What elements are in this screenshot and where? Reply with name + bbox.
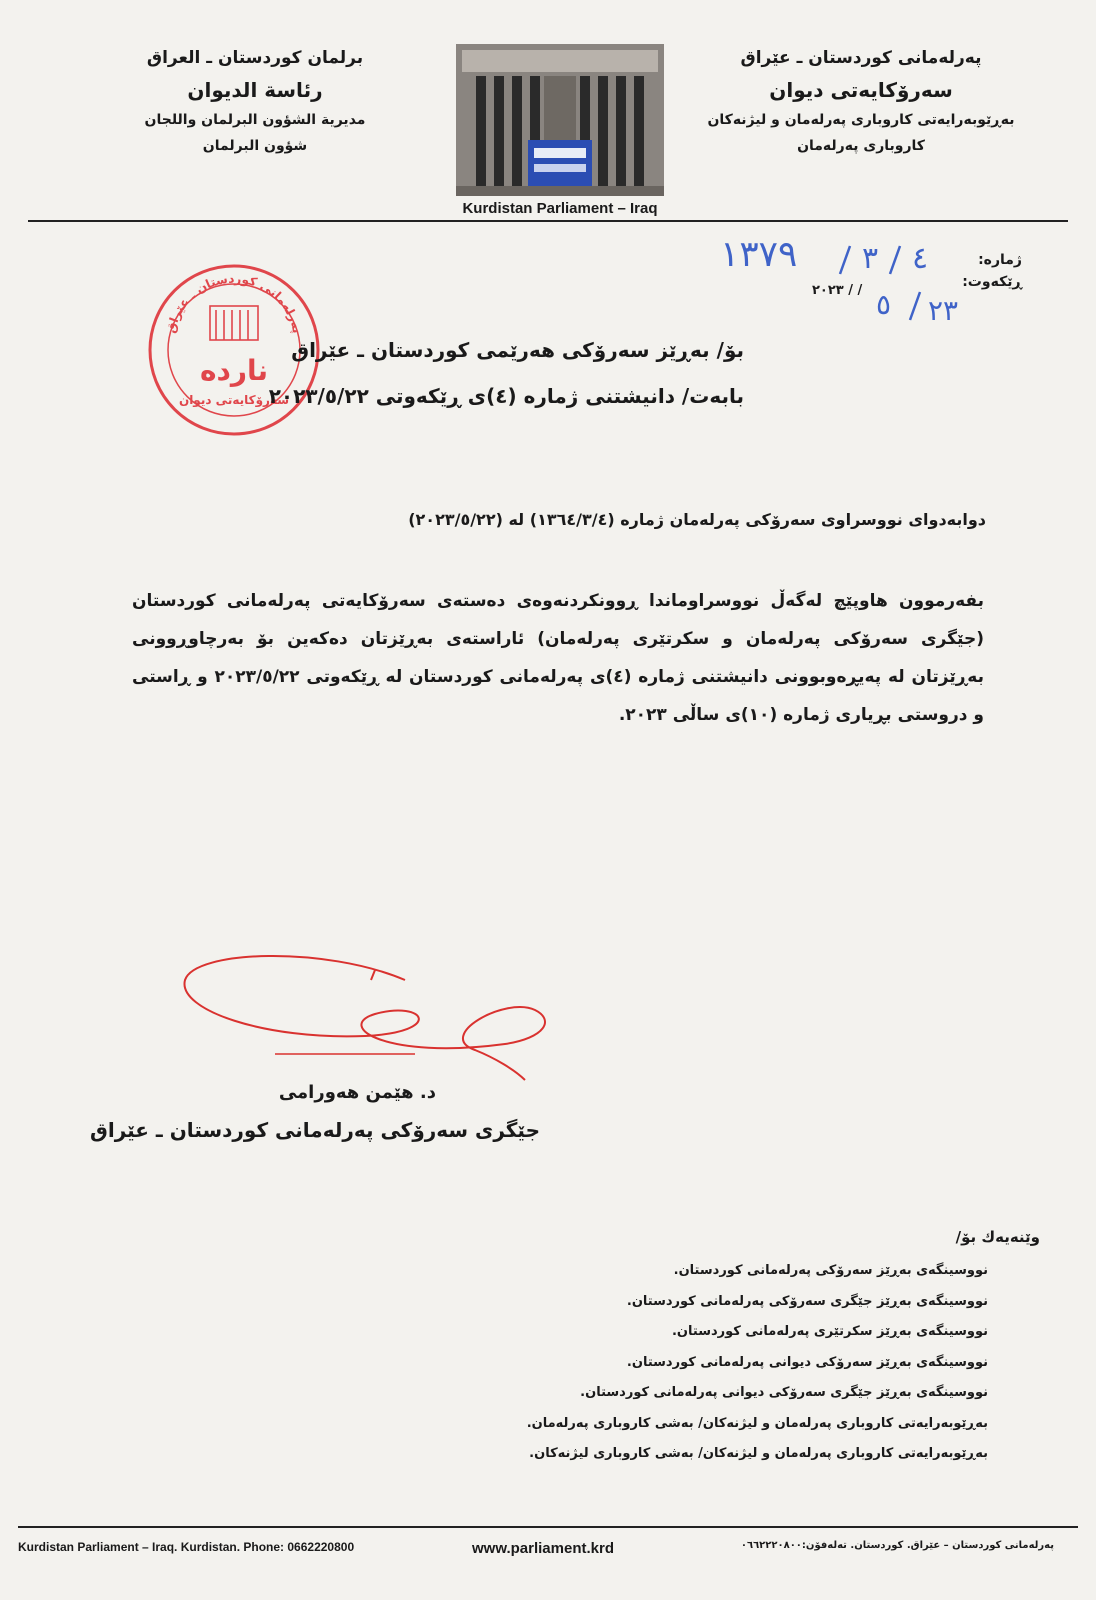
stamp-ring-text: پەرلەمانی کوردستان ـ عێراق <box>163 271 305 335</box>
reference-number-label: ژمارە: <box>978 252 1022 268</box>
cc-item: نووسینگەی بەڕێز سەرۆکی پەرلەمانی کوردستان. <box>673 1263 988 1278</box>
header-kurdish-line-1: پەرلەمانی کوردستان ـ عێراق <box>740 48 982 68</box>
cc-item: نووسینگەی بەڕێز سەرۆکی دیوانی پەرلەمانی کوردستان. <box>626 1354 988 1370</box>
reference-number-value: ١٣٧٩ <box>720 234 798 275</box>
footer-website: www.parliament.krd <box>472 1540 614 1557</box>
cc-heading: وێنەیەك بۆ/ <box>955 1228 1040 1246</box>
letter-reference-line: دوابەدوای نووسراوی سەرۆکی پەرلەمان ژمارە (١٣٦٤/٣/٤) لە (٢٠٢٣/٥/٢٢) <box>408 510 986 529</box>
signatory-name: د. هێمن هەورامی <box>278 1082 436 1103</box>
header-arabic-line-2: رئاسة الديوان <box>187 78 323 102</box>
header-kurdish-line-3: بەڕێوبەرایەتی کاروباری پەرلەمان و لیژنەکان <box>707 112 1015 128</box>
footer-contact-kurdish: پەرلەمانی کوردستان – عێراق. کوردستان. تەلەفۆن:٠٦٦٢٢٢٠٨٠٠ <box>740 1540 1054 1551</box>
cc-item: نووسینگەی بەڕێز سکرتێری پەرلەمانی کوردستان. <box>671 1324 988 1339</box>
stamp-bottom-text: سەرۆکایەتی دیوان <box>178 393 290 407</box>
signatory-title: جێگری سەرۆکی پەرلەمانی کوردستان ـ عێراق <box>89 1118 540 1142</box>
cc-item: نووسینگەی بەڕێز جێگری سەرۆکی دیوانی پەرلەمانی کوردستان. <box>580 1385 988 1400</box>
handwritten-reference <box>700 228 990 338</box>
cc-item: نووسینگەی بەڕێز جێگری سەرۆکی پەرلەمانی کوردستان. <box>626 1293 988 1309</box>
letter-body: بفەرموون هاوپێچ لەگەڵ نووسراوماندا ڕوونکردنەوەی دەستەی سەرۆکایەتی پەرلەمانی کوردستان (جێگری سەرۆکی پەرلەمان و سکرتێری پەرلەمان) ئاراستەی بەڕێزتان دەکەین بۆ بەرچاوڕوونی بەڕێزتان لە پەیڕەوبوونی دانیشتنی ژمارە (٤)ی پەرلەمانی کوردستان لە ڕێکەوتی ٢٠٢٣/٥/٢٢ و ڕاستی و دروستی بڕیاری ژمارە (١٠)ی ساڵی ٢٠٢٣. <box>132 591 984 725</box>
letter-subject: بابەت/ دانیشتنی ژمارە (٤)ی ڕێکەوتی ٢٠٢٣/٥/٢٢ <box>268 384 744 408</box>
header-arabic <box>140 48 370 154</box>
letter-recipient: بۆ/ بەڕێز سەرۆکی هەرێمی کوردستان ـ عێراق <box>291 338 744 362</box>
header-kurdish-line-2: سەرۆکایەتی دیوان <box>769 78 953 102</box>
reference-date-written: ٢٠٢٣ / / <box>812 283 863 298</box>
stamp-building-icon <box>210 306 258 340</box>
header-arabic-line-4: شؤون البرلمان <box>202 138 308 154</box>
cc-list <box>527 1256 988 1470</box>
footer-divider <box>18 1526 1078 1528</box>
header-arabic-line-1: برلمان كوردستان ـ العراق <box>146 48 364 68</box>
reference-date-day: ٤ <box>912 241 929 276</box>
header-kurdish <box>696 48 1026 154</box>
reference-date-hand-bottom-2: ٢٣ <box>928 294 959 327</box>
header-kurdish-line-4: کاروباری پەرلەمان <box>797 138 925 154</box>
cc-item: بەڕێوبەرایەتی کاروباری پەرلەمان و لیژنەکان/ بەشی کاروباری پەرلەمان. <box>526 1415 988 1431</box>
cc-item: بەڕێوبەرایەتی کاروباری پەرلەمان و لیژنەکان/ بەشی کاروباری لیژنەکان. <box>529 1446 988 1461</box>
reference-date-hand-bottom: ٥ <box>876 288 892 321</box>
header-arabic-line-3: مديرية الشؤون البرلمان واللجان <box>144 112 366 128</box>
reference-date-month: ٣ <box>862 241 879 276</box>
stamp-center-word: ناردە <box>199 354 269 387</box>
footer-contact-english: Kurdistan Parliament – Iraq. Kurdistan. Phone: 0662220800 <box>18 1540 355 1554</box>
reference-date-label: ڕێکەوت: <box>962 274 1022 290</box>
handwritten-signature <box>175 940 565 1090</box>
header-divider <box>28 220 1068 222</box>
parliament-building-logo <box>456 40 664 198</box>
logo-caption: Kurdistan Parliament – Iraq <box>462 200 658 217</box>
